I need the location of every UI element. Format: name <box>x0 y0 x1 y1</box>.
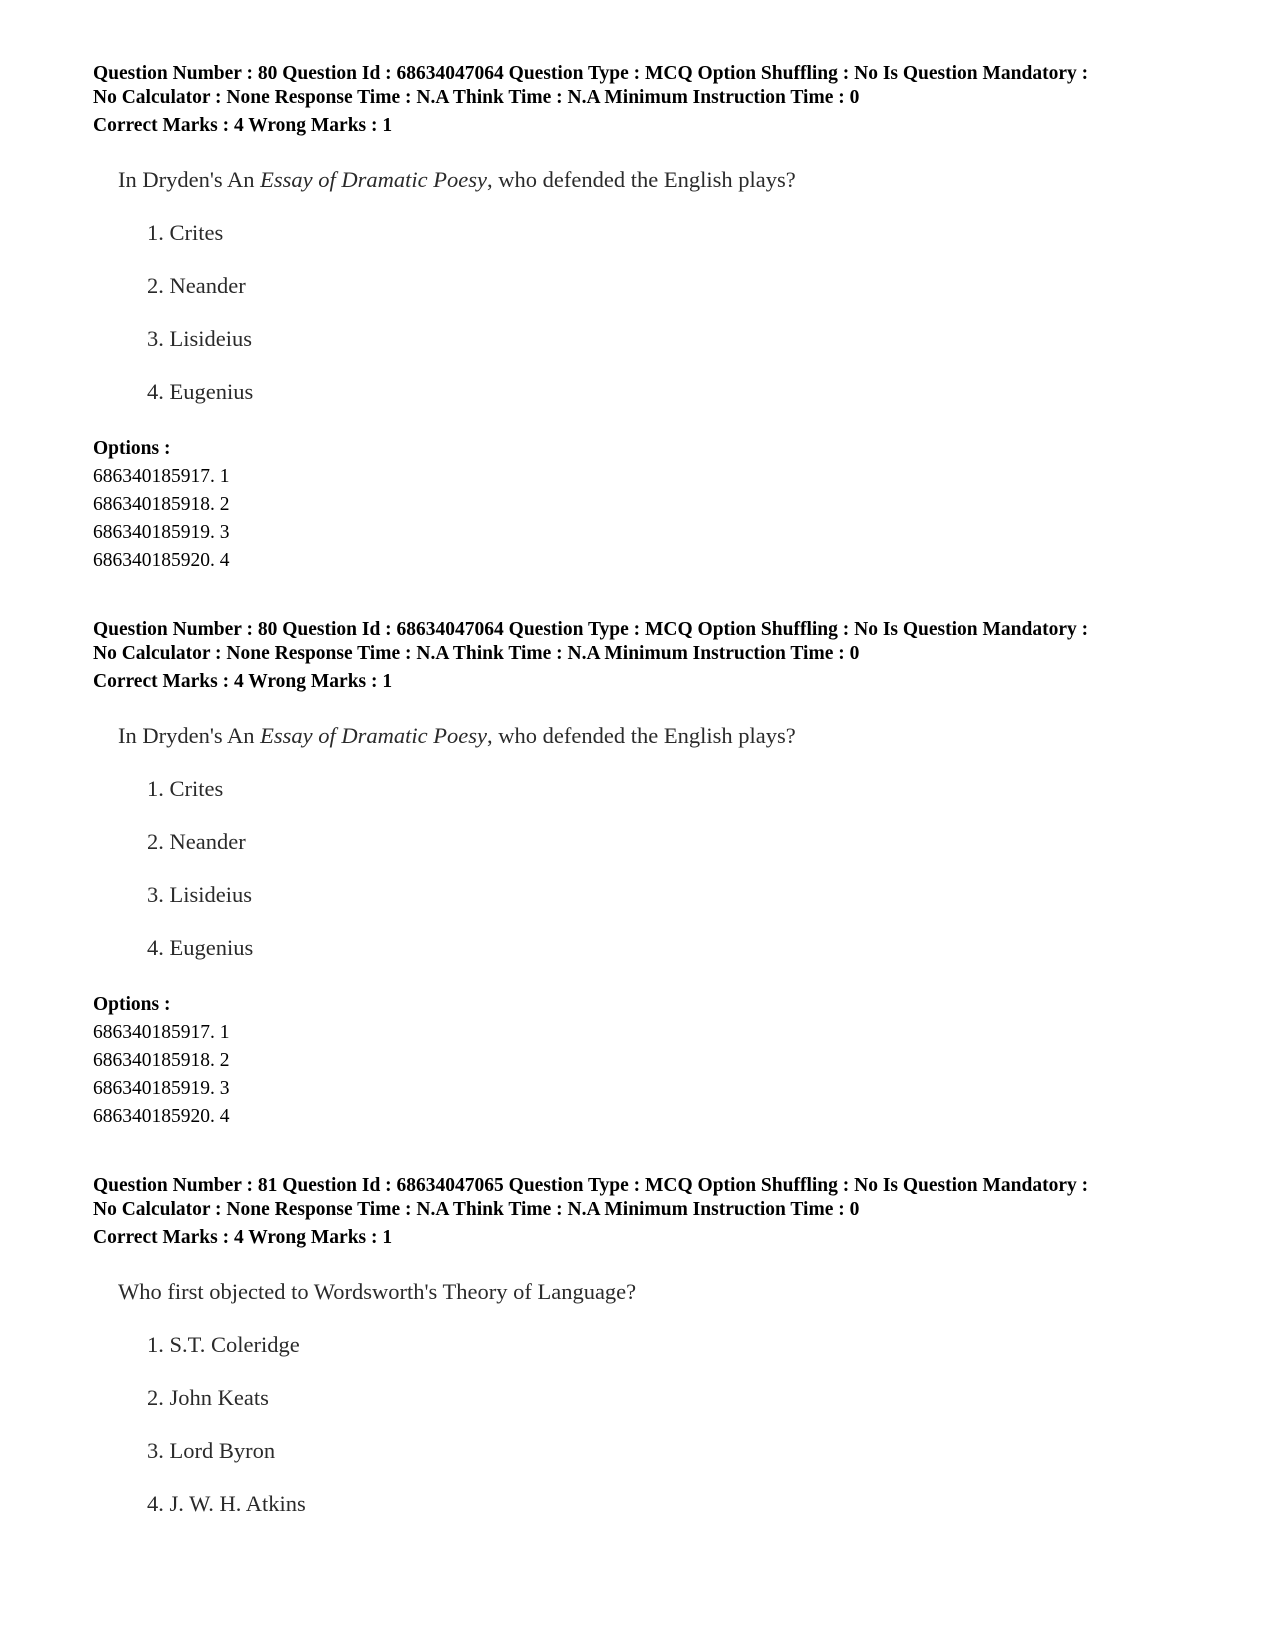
answer-choice: 3. Lord Byron <box>147 1438 276 1463</box>
stem-text-post: , who defended the English plays? <box>487 167 796 192</box>
question-marks: Correct Marks : 4 Wrong Marks : 1 <box>93 671 393 692</box>
answer-choice: 4. J. W. H. Atkins <box>147 1491 306 1516</box>
stem-text-italic: Essay of Dramatic Poesy <box>260 723 488 748</box>
answer-choice: 3. Lisideius <box>147 882 252 907</box>
stem-text-post: , who defended the English plays? <box>487 723 796 748</box>
options-label: Options : <box>93 438 171 459</box>
option-id-line: 686340185918. 2 <box>93 494 230 515</box>
option-id-line: 686340185920. 4 <box>93 550 230 571</box>
answer-choice: 1. Crites <box>147 220 224 245</box>
option-id-line: 686340185920. 4 <box>93 1106 230 1127</box>
answer-choice: 2. Neander <box>147 829 246 854</box>
question-meta-line1: Question Number : 80 Question Id : 68634047064 Question Type : MCQ Option Shuffling : No Is Question Mandatory : <box>93 63 1089 84</box>
answer-choice: 4. Eugenius <box>147 379 254 404</box>
question-meta-line2: No Calculator : None Response Time : N.A Think Time : N.A Minimum Instruction Time : 0 <box>93 87 860 108</box>
answer-choice: 1. S.T. Coleridge <box>147 1332 300 1357</box>
question-stem <box>118 1278 636 1306</box>
option-id-line: 686340185919. 3 <box>93 1078 230 1099</box>
question-meta-line1: Question Number : 81 Question Id : 68634047065 Question Type : MCQ Option Shuffling : No Is Question Mandatory : <box>93 1175 1089 1196</box>
stem-text-pre: In Dryden's An <box>118 723 261 748</box>
question-meta-line2: No Calculator : None Response Time : N.A Think Time : N.A Minimum Instruction Time : 0 <box>93 1199 860 1220</box>
question-marks: Correct Marks : 4 Wrong Marks : 1 <box>93 1227 393 1248</box>
answer-choice: 2. Neander <box>147 273 246 298</box>
answer-choice: 1. Crites <box>147 776 224 801</box>
answer-choice: 2. John Keats <box>147 1385 269 1410</box>
question-block <box>93 62 1213 571</box>
option-id-line: 686340185918. 2 <box>93 1050 230 1071</box>
question-block <box>93 1174 1213 1516</box>
option-id-line: 686340185917. 1 <box>93 1022 230 1043</box>
stem-text-pre: In Dryden's An <box>118 167 261 192</box>
question-meta-line2: No Calculator : None Response Time : N.A Think Time : N.A Minimum Instruction Time : 0 <box>93 643 860 664</box>
stem-text-italic: Essay of Dramatic Poesy <box>260 167 488 192</box>
options-label: Options : <box>93 994 171 1015</box>
stem-text: Who first objected to Wordsworth's Theory of Language? <box>118 1279 637 1304</box>
option-id-line: 686340185919. 3 <box>93 522 230 543</box>
question-block <box>93 618 1213 1127</box>
answer-choice: 3. Lisideius <box>147 326 252 351</box>
question-stem <box>118 722 796 750</box>
option-id-line: 686340185917. 1 <box>93 466 230 487</box>
question-meta-line1: Question Number : 80 Question Id : 68634047064 Question Type : MCQ Option Shuffling : No Is Question Mandatory : <box>93 619 1089 640</box>
question-stem <box>118 166 796 194</box>
answer-choice: 4. Eugenius <box>147 935 254 960</box>
question-marks: Correct Marks : 4 Wrong Marks : 1 <box>93 115 393 136</box>
